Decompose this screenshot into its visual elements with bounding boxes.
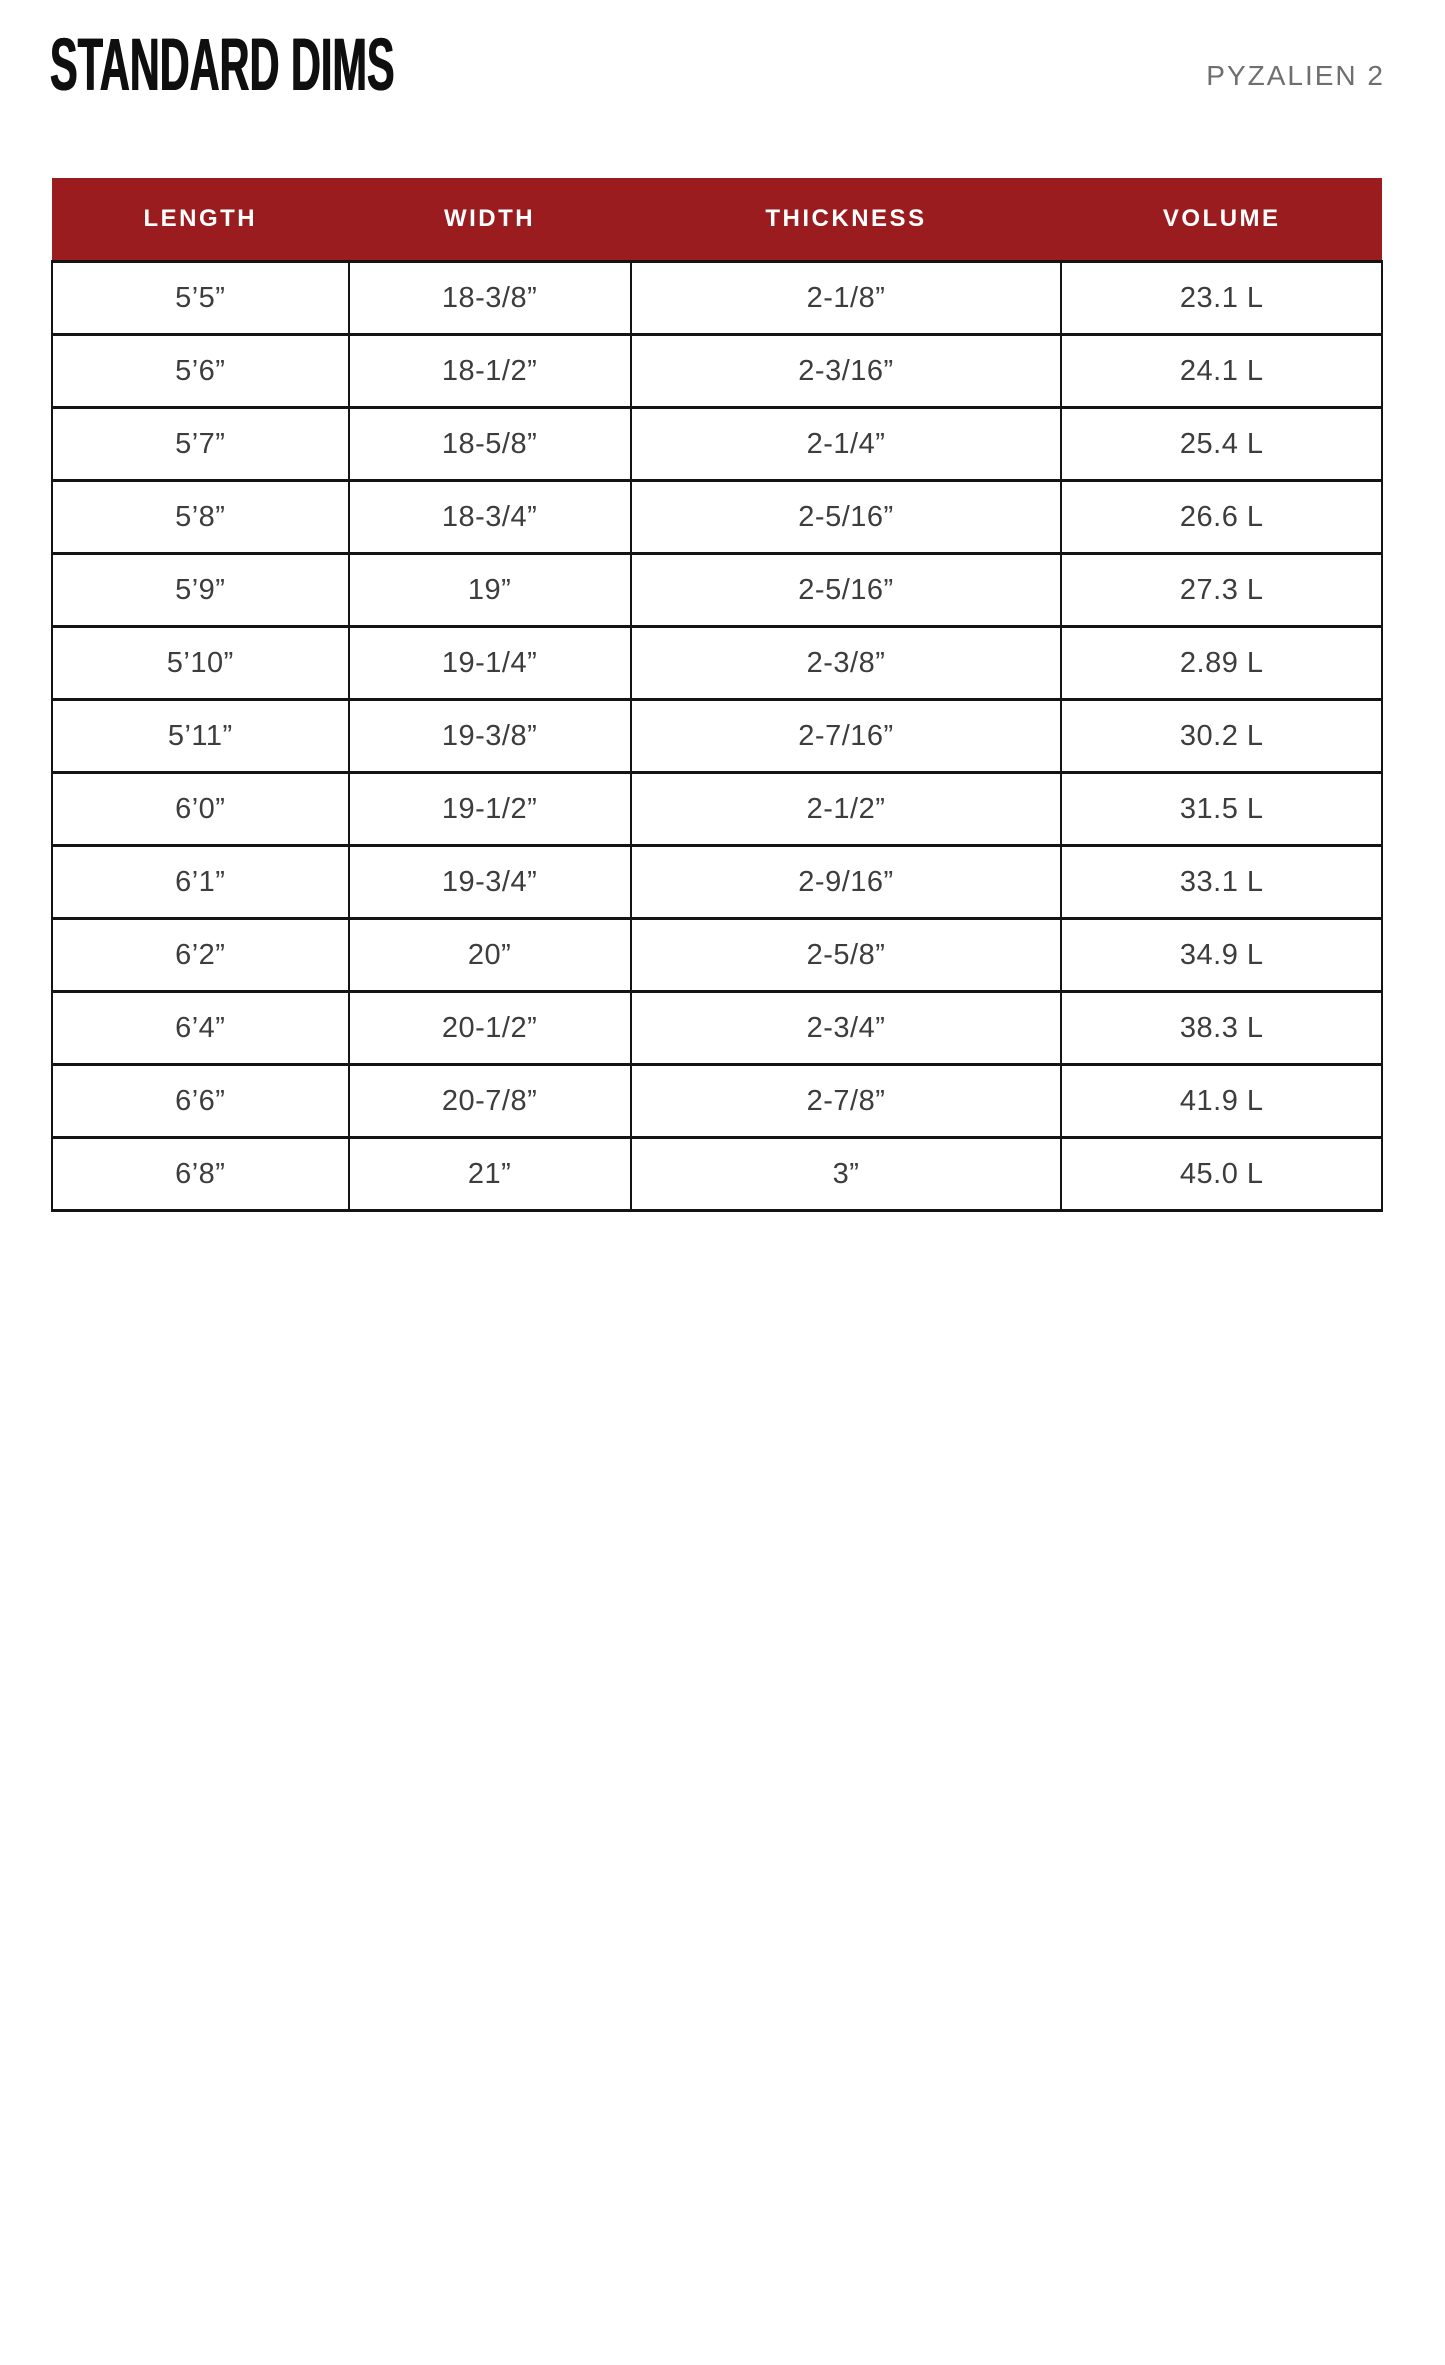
table-cell: 19-3/8”: [349, 700, 631, 773]
table-cell: 41.9 L: [1061, 1065, 1382, 1138]
table-cell: 2-1/4”: [631, 408, 1062, 481]
table-cell: 5’8”: [52, 481, 349, 554]
table-row: [52, 481, 1382, 554]
table-cell: 2-3/8”: [631, 627, 1062, 700]
table-row: [52, 627, 1382, 700]
table-cell: 34.9 L: [1061, 919, 1382, 992]
table-cell: 2-7/8”: [631, 1065, 1062, 1138]
table-cell: 6’6”: [52, 1065, 349, 1138]
table-row: [52, 335, 1382, 408]
table-cell: 24.1 L: [1061, 335, 1382, 408]
table-cell: 19-3/4”: [349, 846, 631, 919]
table-cell: 19-1/4”: [349, 627, 631, 700]
table-cell: 31.5 L: [1061, 773, 1382, 846]
table-cell: 2.89 L: [1061, 627, 1382, 700]
column-header-thickness: THICKNESS: [631, 178, 1062, 262]
table-cell: 3”: [631, 1138, 1062, 1211]
table-row: [52, 1065, 1382, 1138]
table-row: [52, 846, 1382, 919]
table-cell: 20-7/8”: [349, 1065, 631, 1138]
table-cell: 2-5/16”: [631, 554, 1062, 627]
table-header-row: [52, 178, 1382, 262]
table-header: [52, 178, 1382, 262]
table-cell: 18-1/2”: [349, 335, 631, 408]
table-cell: 18-3/4”: [349, 481, 631, 554]
table-cell: 33.1 L: [1061, 846, 1382, 919]
table-row: [52, 262, 1382, 335]
table-cell: 2-7/16”: [631, 700, 1062, 773]
table-cell: 2-5/16”: [631, 481, 1062, 554]
table-cell: 2-1/8”: [631, 262, 1062, 335]
table-cell: 2-3/16”: [631, 335, 1062, 408]
table-cell: 5’9”: [52, 554, 349, 627]
page-title: STANDARD DIMS: [50, 23, 395, 106]
table-cell: 5’7”: [52, 408, 349, 481]
table-row: [52, 992, 1382, 1065]
table-row: [52, 408, 1382, 481]
table-cell: 20-1/2”: [349, 992, 631, 1065]
table-cell: 2-9/16”: [631, 846, 1062, 919]
table-body: [52, 262, 1382, 1211]
column-header-length: LENGTH: [52, 178, 349, 262]
table-cell: 18-5/8”: [349, 408, 631, 481]
table-cell: 18-3/8”: [349, 262, 631, 335]
table-cell: 20”: [349, 919, 631, 992]
column-header-width: WIDTH: [349, 178, 631, 262]
table-cell: 30.2 L: [1061, 700, 1382, 773]
table-row: [52, 554, 1382, 627]
table-cell: 6’4”: [52, 992, 349, 1065]
table-cell: 6’8”: [52, 1138, 349, 1211]
table-cell: 19-1/2”: [349, 773, 631, 846]
table-cell: 5’5”: [52, 262, 349, 335]
table-cell: 2-1/2”: [631, 773, 1062, 846]
table-cell: 2-5/8”: [631, 919, 1062, 992]
model-name-label: PYZALIEN 2: [1206, 60, 1385, 91]
table-cell: 38.3 L: [1061, 992, 1382, 1065]
table-cell: 21”: [349, 1138, 631, 1211]
table-row: [52, 773, 1382, 846]
table-row: [52, 700, 1382, 773]
table-cell: 2-3/4”: [631, 992, 1062, 1065]
table-cell: 26.6 L: [1061, 481, 1382, 554]
standard-dims-table: [51, 178, 1383, 1212]
table-row: [52, 1138, 1382, 1211]
table-cell: 6’0”: [52, 773, 349, 846]
table-cell: 23.1 L: [1061, 262, 1382, 335]
column-header-volume: VOLUME: [1061, 178, 1382, 262]
table-row: [52, 919, 1382, 992]
table-cell: 45.0 L: [1061, 1138, 1382, 1211]
table-cell: 5’6”: [52, 335, 349, 408]
table-cell: 27.3 L: [1061, 554, 1382, 627]
table-cell: 6’2”: [52, 919, 349, 992]
table-cell: 6’1”: [52, 846, 349, 919]
table-cell: 25.4 L: [1061, 408, 1382, 481]
table-cell: 19”: [349, 554, 631, 627]
table-cell: 5’11”: [52, 700, 349, 773]
table-cell: 5’10”: [52, 627, 349, 700]
